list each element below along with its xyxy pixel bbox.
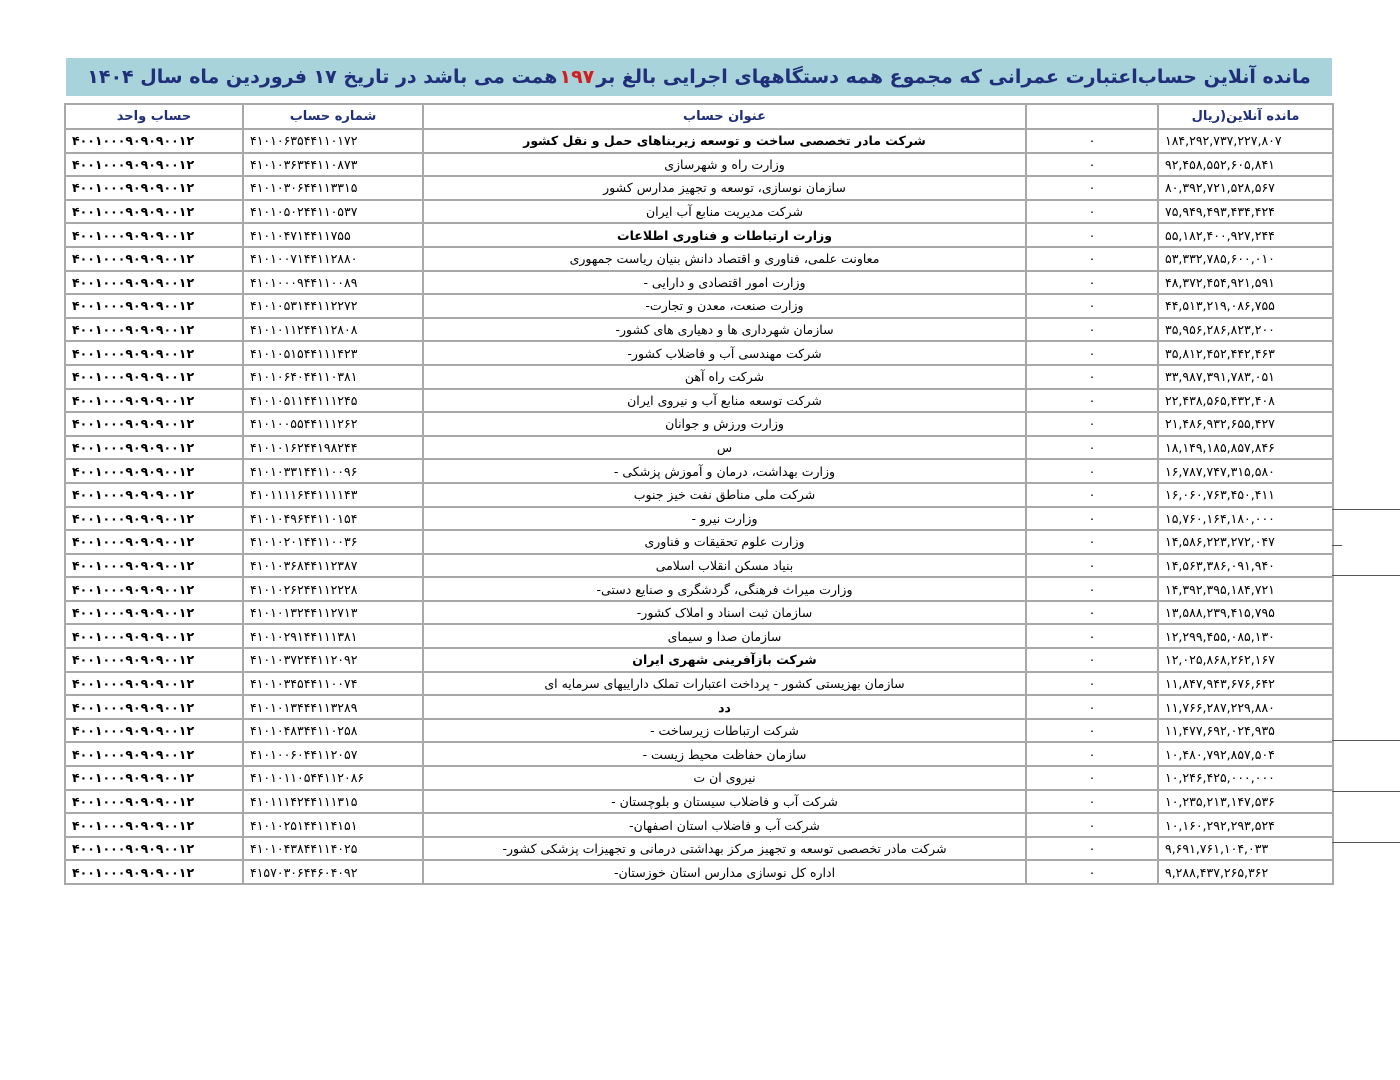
account-number-cell: ۴۱۰۱۰۳۳۱۴۴۱۱۰۰۹۶	[243, 459, 423, 483]
account-number-cell: ۴۱۵۷۰۳۰۶۴۴۶۰۴۰۹۲	[243, 860, 423, 884]
account-number-cell: ۴۱۰۱۰۳۰۶۴۴۱۱۳۳۱۵	[243, 176, 423, 200]
account-title-cell: معاونت علمی، فناوری و اقتصاد دانش بنیان ریاست جمهوری	[423, 247, 1026, 271]
balance-cell: ۱۱,۷۶۶,۲۸۷,۲۲۹,۸۸۰	[1158, 695, 1333, 719]
table-row	[65, 860, 1333, 884]
table-row	[65, 389, 1333, 413]
account-number-cell: ۴۱۰۱۰۶۴۰۴۴۱۱۰۳۸۱	[243, 365, 423, 389]
table-row	[65, 436, 1333, 460]
account-title-cell: س	[423, 436, 1026, 460]
zero-cell: ۰	[1026, 129, 1158, 153]
account-number-cell: ۴۱۰۱۰۲۵۱۴۴۱۱۴۱۵۱	[243, 813, 423, 837]
balance-cell: ۴۴,۵۱۳,۲۱۹,۰۸۶,۷۵۵	[1158, 294, 1333, 318]
account-number-cell: ۴۱۰۱۰۴۳۸۴۴۱۱۴۰۲۵	[243, 837, 423, 861]
table-row	[65, 365, 1333, 389]
scan-line	[1332, 740, 1400, 741]
account-number-cell: ۴۱۰۱۰۵۱۵۴۴۱۱۱۴۲۳	[243, 341, 423, 365]
zero-cell: ۰	[1026, 247, 1158, 271]
balance-cell: ۵۳,۳۳۲,۷۸۵,۶۰۰,۰۱۰	[1158, 247, 1333, 271]
zero-cell: ۰	[1026, 695, 1158, 719]
account-title-cell: وزارت امور اقتصادی و دارایی -	[423, 271, 1026, 295]
unit-account-cell: ۴۰۰۱۰۰۰۹۰۹۰۹۰۰۱۲	[65, 507, 243, 531]
zero-cell: ۰	[1026, 436, 1158, 460]
zero-cell: ۰	[1026, 459, 1158, 483]
account-title-cell: سازمان نوسازی، توسعه و تجهیز مدارس کشور	[423, 176, 1026, 200]
account-title-cell: شرکت ارتباطات زیرساخت -	[423, 719, 1026, 743]
zero-cell: ۰	[1026, 601, 1158, 625]
account-number-cell: ۴۱۰۱۰۶۳۵۴۴۱۱۰۱۷۲	[243, 129, 423, 153]
table-row	[65, 200, 1333, 224]
account-number-cell: ۴۱۰۱۰۰۷۱۴۴۱۱۲۸۸۰	[243, 247, 423, 271]
account-title-cell: شرکت مادر تخصصی توسعه و تجهیز مرکز بهداشتی درمانی و تجهیزات پزشکی کشور-	[423, 837, 1026, 861]
account-number-cell: ۴۱۰۱۰۱۳۲۴۴۱۱۲۷۱۳	[243, 601, 423, 625]
zero-cell: ۰	[1026, 766, 1158, 790]
balance-cell: ۱۶,۰۶۰,۷۶۳,۴۵۰,۴۱۱	[1158, 483, 1333, 507]
table-row	[65, 507, 1333, 531]
unit-account-cell: ۴۰۰۱۰۰۰۹۰۹۰۹۰۰۱۲	[65, 483, 243, 507]
unit-account-cell: ۴۰۰۱۰۰۰۹۰۹۰۹۰۰۱۲	[65, 672, 243, 696]
zero-cell: ۰	[1026, 318, 1158, 342]
zero-cell: ۰	[1026, 742, 1158, 766]
unit-account-cell: ۴۰۰۱۰۰۰۹۰۹۰۹۰۰۱۲	[65, 318, 243, 342]
table-row	[65, 719, 1333, 743]
account-number-cell: ۴۱۰۱۰۲۰۱۴۴۱۱۰۰۳۶	[243, 530, 423, 554]
account-title-cell: شرکت مادر تخصصی ساخت و توسعه زیربناهای حمل و نقل کشور	[423, 129, 1026, 153]
table-row	[65, 624, 1333, 648]
scan-line	[1332, 545, 1342, 546]
account-number-cell: ۴۱۰۱۰۰۶۰۴۴۱۱۲۰۵۷	[243, 742, 423, 766]
zero-cell: ۰	[1026, 365, 1158, 389]
account-title-cell: وزارت ارتباطات و فناوری اطلاعات	[423, 223, 1026, 247]
title-text-after: همت می باشد در تاریخ ۱۷ فروردین ماه سال ۱۴۰۴	[87, 66, 558, 88]
account-number-cell: ۴۱۰۱۰۱۱۲۴۴۱۱۲۸۰۸	[243, 318, 423, 342]
account-title-cell: وزارت میراث فرهنگی، گردشگری و صنایع دستی-	[423, 577, 1026, 601]
balance-cell: ۳۵,۸۱۲,۴۵۲,۴۴۲,۴۶۳	[1158, 341, 1333, 365]
account-title-cell: شرکت ملی مناطق نفت خیز جنوب	[423, 483, 1026, 507]
account-title-cell: شرکت مدیریت منابع آب ایران	[423, 200, 1026, 224]
balance-cell: ۱۴,۳۹۲,۳۹۵,۱۸۴,۷۲۱	[1158, 577, 1333, 601]
table-row	[65, 695, 1333, 719]
zero-cell: ۰	[1026, 153, 1158, 177]
header-balance: مانده آنلاین(ریال	[1158, 104, 1333, 129]
balance-cell: ۳۵,۹۵۶,۲۸۶,۸۲۳,۲۰۰	[1158, 318, 1333, 342]
zero-cell: ۰	[1026, 223, 1158, 247]
account-title-cell: وزارت علوم تحقیقات و فناوری	[423, 530, 1026, 554]
zero-cell: ۰	[1026, 271, 1158, 295]
unit-account-cell: ۴۰۰۱۰۰۰۹۰۹۰۹۰۰۱۲	[65, 766, 243, 790]
unit-account-cell: ۴۰۰۱۰۰۰۹۰۹۰۹۰۰۱۲	[65, 412, 243, 436]
zero-cell: ۰	[1026, 176, 1158, 200]
zero-cell: ۰	[1026, 389, 1158, 413]
unit-account-cell: ۴۰۰۱۰۰۰۹۰۹۰۹۰۰۱۲	[65, 389, 243, 413]
balance-cell: ۹۲,۴۵۸,۵۵۲,۶۰۵,۸۴۱	[1158, 153, 1333, 177]
unit-account-cell: ۴۰۰۱۰۰۰۹۰۹۰۹۰۰۱۲	[65, 365, 243, 389]
header-row	[65, 104, 1333, 129]
balance-cell: ۱۰,۴۸۰,۷۹۲,۸۵۷,۵۰۴	[1158, 742, 1333, 766]
account-number-cell: ۴۱۰۱۰۴۸۳۴۴۱۱۰۲۵۸	[243, 719, 423, 743]
title-total-amount: ۱۹۷	[559, 66, 595, 88]
balance-cell: ۱۱,۸۴۷,۹۴۳,۶۷۶,۶۴۲	[1158, 672, 1333, 696]
table-row	[65, 176, 1333, 200]
unit-account-cell: ۴۰۰۱۰۰۰۹۰۹۰۹۰۰۱۲	[65, 813, 243, 837]
account-title-cell: شرکت توسعه منابع آب و نیروی ایران	[423, 389, 1026, 413]
balance-cell: ۵۵,۱۸۲,۴۰۰,۹۲۷,۲۴۴	[1158, 223, 1333, 247]
unit-account-cell: ۴۰۰۱۰۰۰۹۰۹۰۹۰۰۱۲	[65, 790, 243, 814]
account-number-cell: ۴۱۰۱۱۱۱۶۴۴۱۱۱۱۴۳	[243, 483, 423, 507]
balance-cell: ۱۲,۰۲۵,۸۶۸,۲۶۲,۱۶۷	[1158, 648, 1333, 672]
table-row	[65, 483, 1333, 507]
account-number-cell: ۴۱۰۱۰۵۰۲۴۴۱۱۰۵۳۷	[243, 200, 423, 224]
account-title-cell: وزارت راه و شهرسازی	[423, 153, 1026, 177]
account-title-cell: شرکت مهندسی آب و فاضلاب کشور-	[423, 341, 1026, 365]
account-number-cell: ۴۱۰۱۰۱۳۴۴۴۱۱۳۲۸۹	[243, 695, 423, 719]
balance-cell: ۴۸,۳۷۲,۴۵۴,۹۲۱,۵۹۱	[1158, 271, 1333, 295]
account-title-cell: دد	[423, 695, 1026, 719]
unit-account-cell: ۴۰۰۱۰۰۰۹۰۹۰۹۰۰۱۲	[65, 624, 243, 648]
balance-cell: ۱۰,۲۴۶,۴۲۵,۰۰۰,۰۰۰	[1158, 766, 1333, 790]
account-title-cell: نیروی ان ت	[423, 766, 1026, 790]
balance-cell: ۲۱,۴۸۶,۹۳۲,۶۵۵,۴۲۷	[1158, 412, 1333, 436]
account-number-cell: ۴۱۰۱۰۱۱۰۵۴۴۱۱۲۰۸۶	[243, 766, 423, 790]
table-row	[65, 129, 1333, 153]
unit-account-cell: ۴۰۰۱۰۰۰۹۰۹۰۹۰۰۱۲	[65, 341, 243, 365]
unit-account-cell: ۴۰۰۱۰۰۰۹۰۹۰۹۰۰۱۲	[65, 459, 243, 483]
account-number-cell: ۴۱۰۱۰۳۶۸۴۴۱۱۲۳۸۷	[243, 554, 423, 578]
account-number-cell: ۴۱۰۱۰۱۶۲۴۴۱۹۸۲۴۴	[243, 436, 423, 460]
table-row	[65, 412, 1333, 436]
table-row	[65, 766, 1333, 790]
header-account-number: شماره حساب	[243, 104, 423, 129]
balance-cell: ۸۰,۳۹۲,۷۲۱,۵۲۸,۵۶۷	[1158, 176, 1333, 200]
balance-cell: ۹,۲۸۸,۴۳۷,۲۶۵,۳۶۲	[1158, 860, 1333, 884]
zero-cell: ۰	[1026, 837, 1158, 861]
account-title-cell: بنیاد مسکن انقلاب اسلامی	[423, 554, 1026, 578]
unit-account-cell: ۴۰۰۱۰۰۰۹۰۹۰۹۰۰۱۲	[65, 436, 243, 460]
account-title-cell: وزارت صنعت، معدن و تجارت-	[423, 294, 1026, 318]
header-account-title: عنوان حساب	[423, 104, 1026, 129]
account-title-cell: شرکت راه آهن	[423, 365, 1026, 389]
unit-account-cell: ۴۰۰۱۰۰۰۹۰۹۰۹۰۰۱۲	[65, 530, 243, 554]
table-row	[65, 247, 1333, 271]
table-row	[65, 837, 1333, 861]
balance-cell: ۹,۶۹۱,۷۶۱,۱۰۴,۰۳۳	[1158, 837, 1333, 861]
balance-cell: ۱۴,۵۶۳,۳۸۶,۰۹۱,۹۴۰	[1158, 554, 1333, 578]
balance-cell: ۱۴,۵۸۶,۲۲۳,۲۷۲,۰۴۷	[1158, 530, 1333, 554]
balance-cell: ۱۶,۷۸۷,۷۴۷,۳۱۵,۵۸۰	[1158, 459, 1333, 483]
table-row	[65, 672, 1333, 696]
table-row	[65, 742, 1333, 766]
zero-cell: ۰	[1026, 577, 1158, 601]
unit-account-cell: ۴۰۰۱۰۰۰۹۰۹۰۹۰۰۱۲	[65, 742, 243, 766]
account-title-cell: سازمان حفاظت محیط زیست -	[423, 742, 1026, 766]
unit-account-cell: ۴۰۰۱۰۰۰۹۰۹۰۹۰۰۱۲	[65, 554, 243, 578]
table-row	[65, 294, 1333, 318]
zero-cell: ۰	[1026, 860, 1158, 884]
zero-cell: ۰	[1026, 530, 1158, 554]
zero-cell: ۰	[1026, 624, 1158, 648]
table-row	[65, 153, 1333, 177]
unit-account-cell: ۴۰۰۱۰۰۰۹۰۹۰۹۰۰۱۲	[65, 577, 243, 601]
zero-cell: ۰	[1026, 648, 1158, 672]
account-title-cell: وزارت ورزش و جوانان	[423, 412, 1026, 436]
account-number-cell: ۴۱۰۱۰۰۵۵۴۴۱۱۱۲۶۲	[243, 412, 423, 436]
account-number-cell: ۴۱۰۱۰۴۷۱۴۴۱۱۷۵۵	[243, 223, 423, 247]
zero-cell: ۰	[1026, 200, 1158, 224]
zero-cell: ۰	[1026, 294, 1158, 318]
account-number-cell: ۴۱۰۱۰۳۷۲۴۴۱۱۲۰۹۲	[243, 648, 423, 672]
account-title-cell: وزارت بهداشت، درمان و آموزش پزشکی -	[423, 459, 1026, 483]
balance-cell: ۱۸۴,۲۹۲,۷۳۷,۲۲۷,۸۰۷	[1158, 129, 1333, 153]
account-title-cell: شرکت بازآفرینی شهری ایران	[423, 648, 1026, 672]
scan-line	[1332, 842, 1400, 843]
zero-cell: ۰	[1026, 719, 1158, 743]
zero-cell: ۰	[1026, 483, 1158, 507]
scan-line	[1332, 791, 1400, 792]
scan-line	[1332, 575, 1400, 576]
balance-cell: ۱۸,۱۴۹,۱۸۵,۸۵۷,۸۴۶	[1158, 436, 1333, 460]
table-row	[65, 530, 1333, 554]
unit-account-cell: ۴۰۰۱۰۰۰۹۰۹۰۹۰۰۱۲	[65, 601, 243, 625]
unit-account-cell: ۴۰۰۱۰۰۰۹۰۹۰۹۰۰۱۲	[65, 247, 243, 271]
unit-account-cell: ۴۰۰۱۰۰۰۹۰۹۰۹۰۰۱۲	[65, 129, 243, 153]
account-number-cell: ۴۱۰۱۰۲۹۱۴۴۱۱۱۳۸۱	[243, 624, 423, 648]
table-row	[65, 648, 1333, 672]
balance-cell: ۱۰,۱۶۰,۲۹۲,۲۹۳,۵۲۴	[1158, 813, 1333, 837]
table-row	[65, 790, 1333, 814]
zero-cell: ۰	[1026, 507, 1158, 531]
table-row	[65, 271, 1333, 295]
account-title-cell: سازمان ثبت اسناد و املاک کشور-	[423, 601, 1026, 625]
unit-account-cell: ۴۰۰۱۰۰۰۹۰۹۰۹۰۰۱۲	[65, 153, 243, 177]
account-title-cell: شرکت آب و فاضلاب سیستان و بلوچستان -	[423, 790, 1026, 814]
table-row	[65, 813, 1333, 837]
zero-cell: ۰	[1026, 813, 1158, 837]
balance-cell: ۱۲,۲۹۹,۴۵۵,۰۸۵,۱۳۰	[1158, 624, 1333, 648]
zero-cell: ۰	[1026, 672, 1158, 696]
account-title-cell: سازمان صدا و سیمای	[423, 624, 1026, 648]
balance-cell: ۱۳,۵۸۸,۲۳۹,۴۱۵,۷۹۵	[1158, 601, 1333, 625]
zero-cell: ۰	[1026, 341, 1158, 365]
scan-line	[1332, 509, 1400, 510]
account-number-cell: ۴۱۰۱۰۵۱۱۴۴۱۱۱۲۴۵	[243, 389, 423, 413]
account-title-cell: شرکت آب و فاضلاب استان اصفهان-	[423, 813, 1026, 837]
unit-account-cell: ۴۰۰۱۰۰۰۹۰۹۰۹۰۰۱۲	[65, 648, 243, 672]
account-number-cell: ۴۱۰۱۰۲۶۲۴۴۱۱۲۲۲۸	[243, 577, 423, 601]
table-row	[65, 459, 1333, 483]
unit-account-cell: ۴۰۰۱۰۰۰۹۰۹۰۹۰۰۱۲	[65, 860, 243, 884]
account-title-cell: سازمان شهرداری ها و دهیاری های کشور-	[423, 318, 1026, 342]
unit-account-cell: ۴۰۰۱۰۰۰۹۰۹۰۹۰۰۱۲	[65, 719, 243, 743]
table-row	[65, 223, 1333, 247]
zero-cell: ۰	[1026, 790, 1158, 814]
account-title-cell: اداره کل نوسازی مدارس استان خوزستان-	[423, 860, 1026, 884]
table-row	[65, 577, 1333, 601]
unit-account-cell: ۴۰۰۱۰۰۰۹۰۹۰۹۰۰۱۲	[65, 223, 243, 247]
account-title-cell: وزارت نیرو -	[423, 507, 1026, 531]
table-body	[65, 129, 1333, 884]
page-title	[66, 58, 1332, 96]
account-number-cell: ۴۱۰۱۱۱۴۲۴۴۱۱۱۳۱۵	[243, 790, 423, 814]
zero-cell: ۰	[1026, 554, 1158, 578]
zero-cell: ۰	[1026, 412, 1158, 436]
table-row	[65, 341, 1333, 365]
table-row	[65, 554, 1333, 578]
table-row	[65, 318, 1333, 342]
balance-cell: ۱۰,۲۳۵,۲۱۳,۱۴۷,۵۳۶	[1158, 790, 1333, 814]
balance-cell: ۳۳,۹۸۷,۳۹۱,۷۸۳,۰۵۱	[1158, 365, 1333, 389]
balance-cell: ۲۲,۴۳۸,۵۶۵,۴۳۲,۴۰۸	[1158, 389, 1333, 413]
header-unit-account: حساب واحد	[65, 104, 243, 129]
unit-account-cell: ۴۰۰۱۰۰۰۹۰۹۰۹۰۰۱۲	[65, 176, 243, 200]
balance-cell: ۱۵,۷۶۰,۱۶۴,۱۸۰,۰۰۰	[1158, 507, 1333, 531]
balance-cell: ۱۱,۴۷۷,۶۹۲,۰۲۴,۹۳۵	[1158, 719, 1333, 743]
account-number-cell: ۴۱۰۱۰۴۹۶۴۴۱۱۰۱۵۴	[243, 507, 423, 531]
header-blank	[1026, 104, 1158, 129]
balances-table	[64, 103, 1334, 885]
unit-account-cell: ۴۰۰۱۰۰۰۹۰۹۰۹۰۰۱۲	[65, 294, 243, 318]
table-row	[65, 601, 1333, 625]
unit-account-cell: ۴۰۰۱۰۰۰۹۰۹۰۹۰۰۱۲	[65, 271, 243, 295]
account-title-cell: سازمان بهزیستی کشور - پرداخت اعتبارات تملک داراییهای سرمایه ای	[423, 672, 1026, 696]
unit-account-cell: ۴۰۰۱۰۰۰۹۰۹۰۹۰۰۱۲	[65, 695, 243, 719]
account-number-cell: ۴۱۰۱۰۳۶۳۴۴۱۱۰۸۷۳	[243, 153, 423, 177]
account-number-cell: ۴۱۰۱۰۰۰۹۴۴۱۱۰۰۸۹	[243, 271, 423, 295]
account-number-cell: ۴۱۰۱۰۵۳۱۴۴۱۱۲۲۷۲	[243, 294, 423, 318]
balance-cell: ۷۵,۹۴۹,۴۹۳,۴۳۴,۴۲۴	[1158, 200, 1333, 224]
account-number-cell: ۴۱۰۱۰۳۴۵۴۴۱۱۰۰۷۴	[243, 672, 423, 696]
unit-account-cell: ۴۰۰۱۰۰۰۹۰۹۰۹۰۰۱۲	[65, 837, 243, 861]
unit-account-cell: ۴۰۰۱۰۰۰۹۰۹۰۹۰۰۱۲	[65, 200, 243, 224]
title-text-before: مانده آنلاین حساب‌اعتبارت عمرانی که مجموع همه دستگاههای اجرایی بالغ بر	[596, 66, 1311, 88]
